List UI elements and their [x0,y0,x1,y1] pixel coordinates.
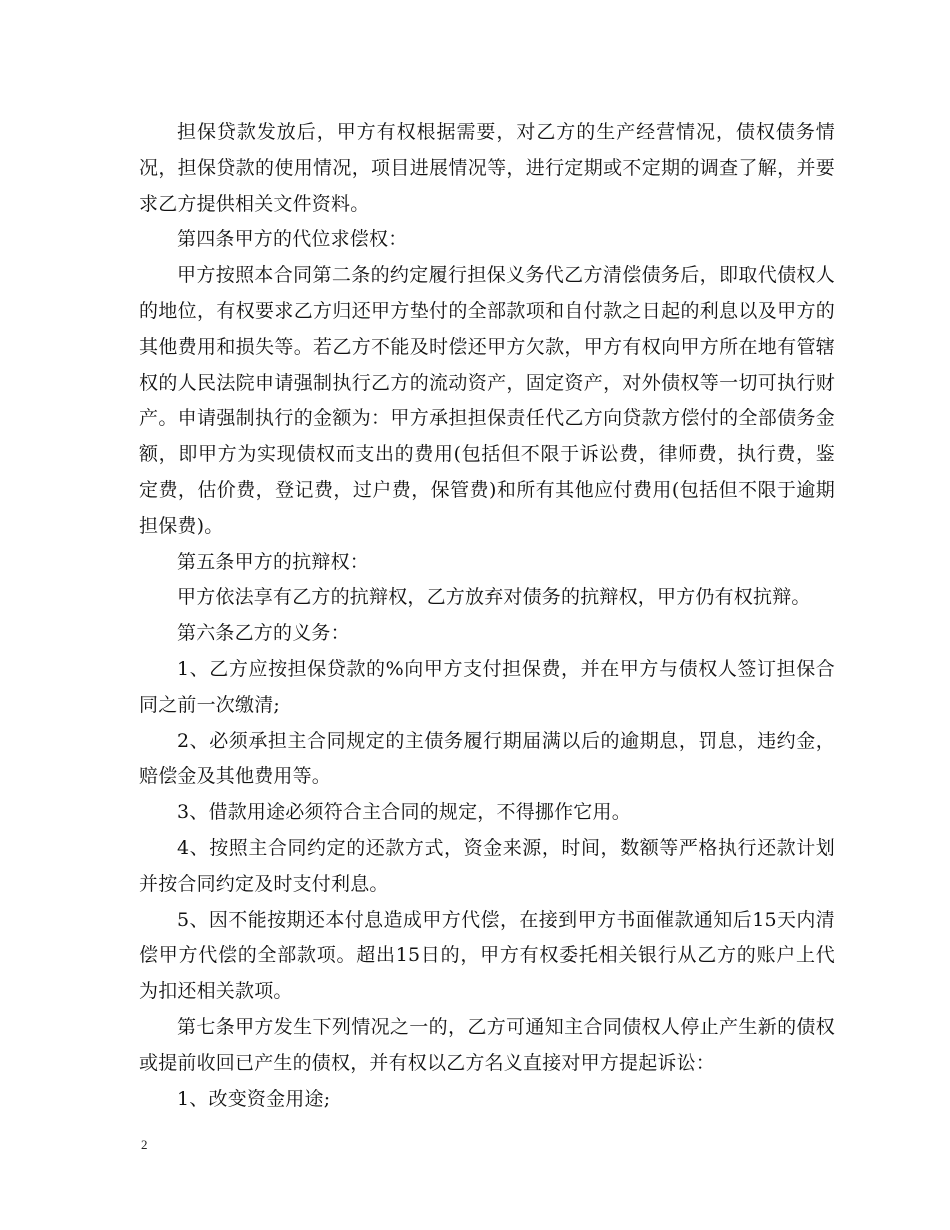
paragraph-obligation-2: 2、必须承担主合同规定的主债务履行期届满以后的逾期息，罚息，违约金，赔偿金及其他费用等。 [139,729,835,788]
paragraph-defense-right: 甲方依法享有乙方的抗辩权，乙方放弃对债务的抗辩权，甲方仍有权抗辩。 [177,586,811,609]
paragraph-obligation-4: 4、按照主合同约定的还款方式，资金来源，时间，数额等严格执行还款计划并按合同约定及时支付利息。 [139,836,835,895]
document-body [139,115,835,1117]
paragraph-article-7-item-1: 1、改变资金用途; [177,1087,331,1110]
paragraph-guarantee-loan-inspection: 担保贷款发放后，甲方有权根据需要，对乙方的生产经营情况，债权债务情况，担保贷款的使用情况，项目进展情况等，进行定期或不定期的调查了解，并要求乙方提供相关文件资料。 [139,121,835,215]
heading-article-4: 第四条甲方的代位求偿权： [177,228,408,251]
paragraph-obligation-5: 5、因不能按期还本付息造成甲方代偿，在接到甲方书面催款通知后15天内清偿甲方代偿的全部款项。超出15日的，甲方有权委托相关银行从乙方的账户上代为扣还相关款项。 [139,908,835,1003]
heading-article-6: 第六条乙方的义务： [177,622,350,645]
paragraph-obligation-1: 1、乙方应按担保贷款的%向甲方支付担保费，并在甲方与债权人签订担保合同之前一次缴清; [139,657,835,716]
paragraph-obligation-3: 3、借款用途必须符合主合同的规定，不得挪作它用。 [177,801,631,824]
paragraph-subrogation-right: 甲方按照本合同第二条的约定履行担保义务代乙方清偿债务后，即取代债权人的地位，有权要求乙方归还甲方垫付的全部款项和自付款之日起的利息以及甲方的其他费用和损失等。若乙方不能及时偿还甲方欠款，甲方有权向甲方所在地有管辖权的人民法院申请强制执行乙方的流动资产，固定资产，对外债权等一切可执行财产。申请强制执行的金额为：甲方承担担保责任代乙方向贷款方偿付的全部债务金额，即甲方为实现债权而支出的费用(包括但不限于诉讼费，律师费，执行费，鉴定费，估价费，登记费，过户费，保管费)和所有其他应付费用(包括但不限于逾期担保费)。 [139,264,835,537]
heading-article-7: 第七条甲方发生下列情况之一的，乙方可通知主合同债权人停止产生新的债权或提前收回已产生的债权，并有权以乙方名义直接对甲方提起诉讼： [139,1015,835,1074]
heading-article-5: 第五条甲方的抗辩权： [177,550,370,573]
page-number: 2 [141,1137,148,1152]
